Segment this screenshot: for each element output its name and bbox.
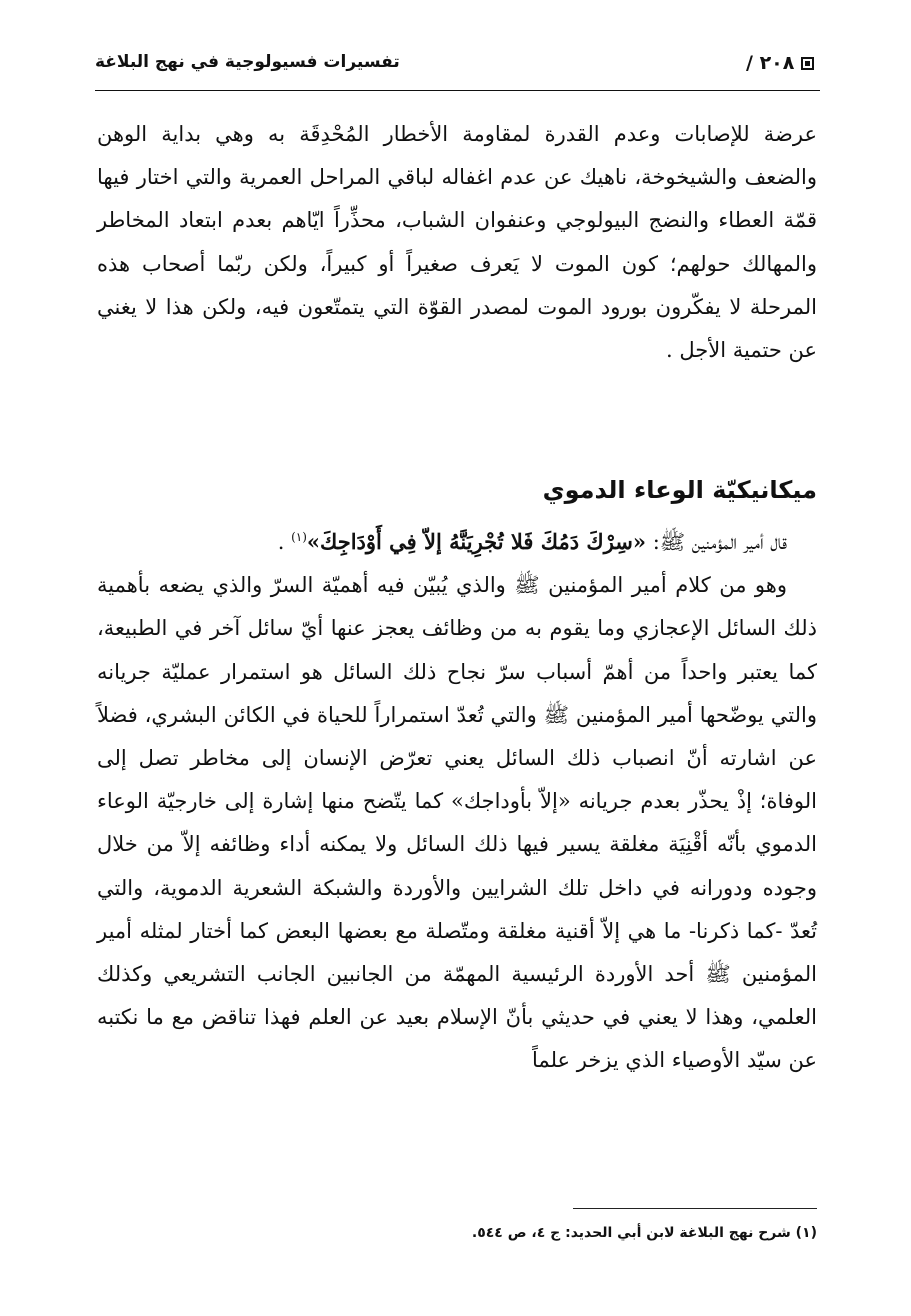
footnote-marker: (١) [291,530,307,544]
book-title: تفسيرات فسيولوجية في نهج البلاغة [95,52,400,72]
square-ornament-icon [801,57,814,70]
footnote-divider [573,1208,817,1209]
opening-paragraph [97,113,817,372]
page-number [746,52,817,74]
quote-line [97,520,817,564]
quote-end: . [277,530,292,554]
header-divider [95,90,820,91]
page-number-text: ٢٠٨ / [746,52,795,74]
section-heading: ميكانيكيّة الوعاء الدموي [542,476,817,504]
hadith-quote: «سِرْكَ دَمُكَ فَلا تُجْرِيَنَّهُ إلاّ فِي أَوْدَاجِكَ» [306,529,647,554]
paragraph-text: وهو من كلام أمير المؤمنين ﷺ والذي يُبيّن فيه أهميّة السرّ والذي يضعه بأهمية ذلك السائل الإعجازي وما يقوم به من وظائف يعجز عنها أيّ سائل آخر في الطبيعة، كما يعتبر واحداً من أهمّ أسباب سرّ نجاح ذلك السائل هو استمرار عمليّة جريانه والتي يوضّحها أمير المؤمنين ﷺ والتي تُعدّ استمراراً للحياة في الكائن البشري، فضلاً عن اشارته أنّ انصباب ذلك السائل يعني تعرّض الإنسان إلى مخاطر تصل إلى الوفاة؛ إذْ يحذّر بعدم جريانه «إلاّ بأوداجك» كما يتّضح منها إشارة إلى خارجيّة الوعاء الدموي بأنّه أقْنِيَة مغلقة يسير فيها ذلك السائل ولا يمكنه أداء وظائفه إلاّ من خلال وجوده ودورانه في داخل تلك الشرايين والأوردة والشبكة الشعرية الدموية، والتي تُعدّ -كما ذكرنا- ما هي إلاّ أقنية مغلقة ومتّصلة مع بعضها البعض كما أختار لمثله أمير المؤمنين ﷺ أحد الأوردة الرئيسية المهمّة من الجانبين الجانب التشريعي وكذلك العلمي، وهذا لا يعني في حديثي بأنّ الإسلام بعيد عن العلم فهذا تناقض مع ما نكتبه عن سيّد الأوصياء الذي يزخر علماً [97,573,817,1073]
body-text [97,520,817,1083]
footnote: (١) شرح نهج البلاغة لابن أبي الحديد: ج ٤، ص ٥٤٤. [471,1225,817,1241]
quote-lead: قال أمير المؤمنين ﷺ: [646,530,787,554]
page-header [95,46,817,86]
paragraph-text: عرضة للإصابات وعدم القدرة لمقاومة الأخطار المُحْدِقَة به وهي بداية الوهن والضعف والشيخوخة، ناهيك عن عدم اغفاله لباقي المراحل العمرية والتي اختار فيها قمّة العطاء والنضج البيولوجي وعنفوان الشباب، محذِّراً ايّاهم بعدم ابتعاد المخاطر والمهالك حولهم؛ كون الموت لا يَعرف صغيراً أو كبيراً، ولكن ربّما أصحاب هذه المرحلة لا يفكّرون بورود الموت لمصدر القوّة التي يتمتّعون فيه، ولكن هذا لا يغني عن حتمية الأجل . [97,122,817,363]
